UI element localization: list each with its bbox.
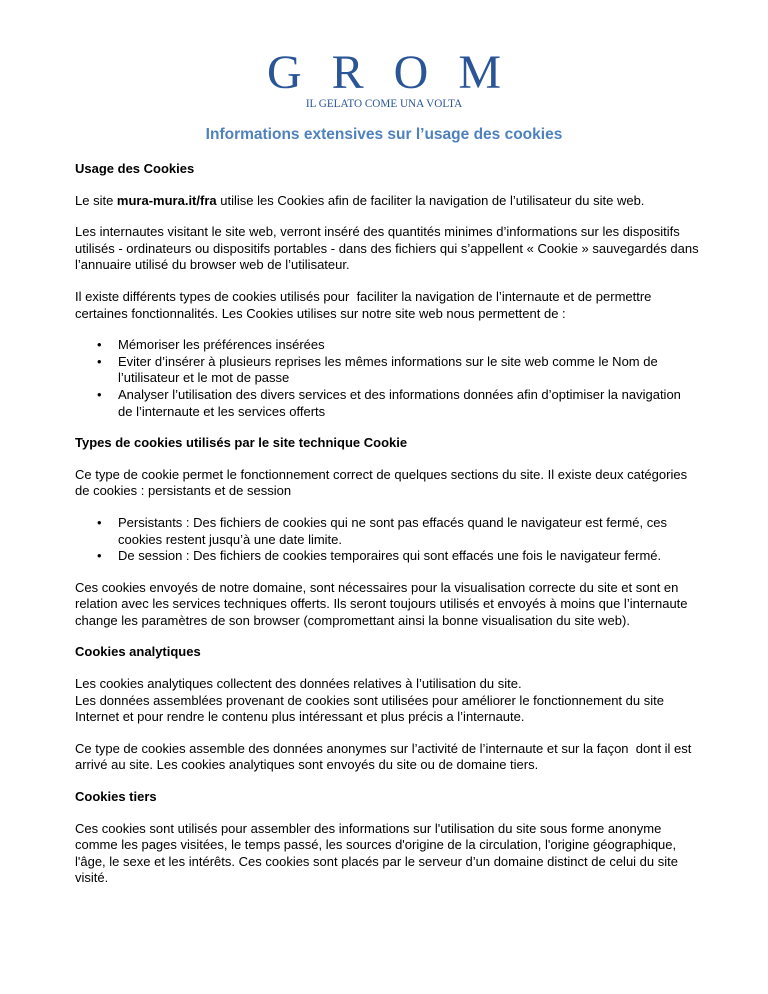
page-title: Informations extensives sur l’usage des cookies: [205, 126, 563, 143]
section-heading-usage: Usage des Cookies: [75, 161, 195, 176]
text-line: visité.: [75, 870, 109, 886]
paragraph-visitors: [75, 224, 745, 274]
text-line: l'âge, le sexe et les intérêts. Ces cookies sont placés par le serveur d’un domaine distinct de celui du site: [75, 853, 678, 869]
list-item: [75, 387, 745, 420]
bullet-icon: [97, 337, 102, 354]
list-item: [75, 548, 745, 565]
text-line: l’annuaire utilisé du browser web de l’utilisateur.: [75, 257, 350, 273]
text-line: relation avec les services techniques offerts. Ils seront toujours utilisés et envoyés à moins que l’internaute: [75, 596, 688, 612]
brand-logo: G R O M: [266, 46, 511, 99]
paragraph-analytics-anonymous: [75, 741, 745, 774]
text-line: Les cookies analytiques collectent des données relatives à l’utilisation du site.: [75, 676, 522, 692]
bullet-icon: [97, 515, 102, 532]
text-line: Persistants : Des fichiers de cookies qui ne sont pas effacés quand le navigateur est fermé, ces: [118, 514, 667, 530]
bullet-icon: [97, 548, 102, 565]
brand-tagline: IL GELATO COME UNA VOLTA: [305, 98, 463, 110]
text-line: Ce type de cookies assemble des données anonymes sur l’activité de l’internaute et sur la façon dont il est: [75, 740, 692, 756]
text-line: certaines fonctionnalités. Les Cookies utilises sur notre site web nous permettent de :: [75, 305, 566, 321]
paragraph-third-party: [75, 821, 745, 887]
purposes-list: [75, 337, 745, 420]
document-body: [75, 161, 745, 902]
section-heading-third-party: Cookies tiers: [75, 789, 157, 805]
text-line: Ces cookies sont utilisés pour assembler des informations sur l'utilisation du site sous forme anonyme: [75, 820, 662, 836]
section-heading-technical: Types de cookies utilisés par le site technique Cookie: [75, 435, 408, 451]
section-heading-analytics: Cookies analytiques: [75, 644, 201, 660]
text-line: De session : Des fichiers de cookies temporaires qui sont effacés une fois le navigateur fermé.: [118, 548, 662, 564]
text-line: change les paramètres de son browser (compromettant ainsi la bonne visualisation du site web).: [75, 612, 630, 628]
cookie-kinds-list: [75, 515, 745, 565]
text-line: l’utilisateur et le mot de passe: [118, 370, 290, 386]
paragraph-technical-intro: [75, 467, 745, 500]
text-line: arrivé au site. Les cookies analytiques sont envoyés du site ou de domaine tiers.: [75, 757, 539, 773]
text-line: de l’internaute et les services offerts: [118, 403, 326, 419]
list-item: [75, 354, 745, 387]
text-line: Mémoriser les préférences insérées: [118, 337, 325, 353]
text-line: Internet et pour rendre le contenu plus intéressant et plus précis a l’internaute.: [75, 709, 525, 725]
text-line: de cookies : persistants et de session: [75, 483, 292, 499]
list-item: [75, 337, 745, 354]
list-item: [75, 515, 745, 548]
text-line: cookies restent jusqu’à une date limite.: [118, 531, 343, 547]
site-domain: mura-mura.it/fra: [116, 192, 217, 208]
paragraph-technical-necessity: [75, 580, 745, 630]
text-line: Ce type de cookie permet le fonctionnement correct de quelques sections du site. Il existe deux catégories: [75, 466, 688, 482]
text-line: utilisés - ordinateurs ou dispositifs portables - dans des fichiers qui s’appellent « Cookie » sauvegardés dans: [75, 240, 699, 256]
text-line: Eviter d’insérer à plusieurs reprises les mêmes informations sur le site web comme le Nom de: [118, 353, 658, 369]
text-line: Il existe différents types de cookies utilisés pour faciliter la navigation de l’internaute et de permettre: [75, 288, 652, 304]
text-line: Les données assemblées provenant de cookies sont utilisées pour améliorer le fonctionnement du site: [75, 692, 664, 708]
text-line: comme les pages visitées, le temps passé, les sources d'origine de la circulation, l'origine géographique,: [75, 837, 677, 853]
bullet-icon: [97, 387, 102, 404]
text-line: Les internautes visitant le site web, verront inséré des quantités minimes d’informations sur les dispositifs: [75, 224, 680, 240]
paragraph-site-intro: [75, 193, 745, 210]
intro-prefix: Le site: [75, 192, 117, 208]
intro-suffix: utilise les Cookies afin de faciliter la navigation de l’utilisateur du site web.: [216, 192, 645, 208]
text-line: Ces cookies envoyés de notre domaine, sont nécessaires pour la visualisation correcte du site et sont en: [75, 579, 679, 595]
text-line: Analyser l’utilisation des divers services et des informations données afin d’optimiser la navigation: [118, 386, 681, 402]
paragraph-types-intro: [75, 289, 745, 322]
text-line: [75, 193, 745, 210]
paragraph-analytics-collection: [75, 676, 745, 726]
bullet-icon: [97, 354, 102, 371]
